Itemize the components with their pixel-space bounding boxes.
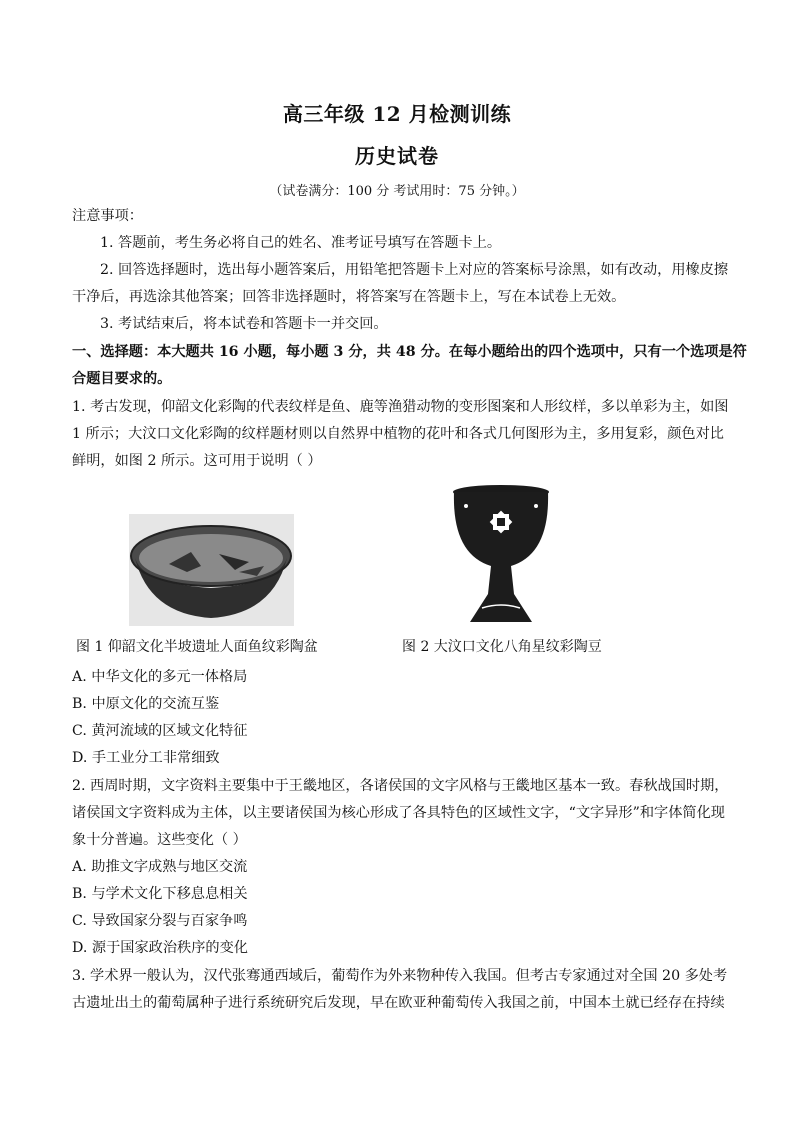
notice-item: 1. 答题前，考生务必将自己的姓名、准考证号填写在答题卡上。	[100, 235, 502, 251]
question-3-stem: 3. 学术界一般认为，汉代张骞通西域后，葡萄作为外来物种传入我国。但考古专家通过对全国 20 多处考	[72, 968, 728, 984]
question-1-stem: 鲜明，如图 2 所示。这可用于说明（ ）	[72, 453, 322, 469]
question-1-stem: 1. 考古发现，仰韶文化彩陶的代表纹样是鱼、鹿等渔猎动物的变形图案和人形纹样，多以单彩为主，如图	[72, 399, 729, 415]
question-2-option: C. 导致国家分裂与百家争鸣	[72, 913, 248, 929]
question-2-option: A. 助推文字成熟与地区交流	[72, 859, 248, 875]
question-1-option: B. 中原文化的交流互鉴	[72, 696, 220, 712]
notice-heading: 注意事项：	[72, 208, 143, 224]
notice-item: 干净后，再选涂其他答案；回答非选择题时，将答案写在答题卡上，写在本试卷上无效。	[72, 289, 626, 305]
question-2-option: D. 源于国家政治秩序的变化	[72, 940, 248, 956]
figure-1-caption: 图 1 仰韶文化半坡遗址人面鱼纹彩陶盆	[76, 639, 318, 655]
exam-title: 高三年级 12 月检测训练	[282, 102, 512, 126]
question-1-stem: 1 所示；大汶口文化彩陶的纹样题材则以自然界中植物的花叶和各式几何图形为主，多用复彩，颜色对比	[72, 426, 724, 442]
question-2-stem: 象十分普遍。这些变化（ ）	[72, 832, 247, 848]
question-1-option: A. 中华文化的多元一体格局	[72, 669, 248, 685]
question-2-stem: 2. 西周时期，文字资料主要集中于王畿地区，各诸侯国的文字风格与王畿地区基本一致。春秋战国时期，	[72, 778, 729, 794]
exam-info: （试卷满分：100 分 考试用时：75 分钟。）	[269, 184, 525, 199]
figure-2-caption: 图 2 大汶口文化八角星纹彩陶豆	[402, 639, 602, 655]
section-heading: 一、选择题：本大题共 16 小题，每小题 3 分，共 48 分。在每小题给出的四个选项中，只有一个选项是符	[72, 344, 747, 360]
figure-2-pottery-cup-image	[436, 484, 566, 626]
question-2-option: B. 与学术文化下移息息相关	[72, 886, 248, 902]
question-1-option: C. 黄河流域的区域文化特征	[72, 723, 248, 739]
question-3-stem: 古遗址出土的葡萄属种子进行系统研究后发现，早在欧亚种葡萄传入我国之前，中国本土就已经存在持续	[72, 995, 725, 1011]
subject-title: 历史试卷	[355, 144, 439, 168]
question-2-stem: 诸侯国文字资料成为主体，以主要诸侯国为核心形成了各具特色的区域性文字，“文字异形”和字体简化现	[72, 805, 725, 821]
figure-1-pottery-basin-image	[129, 514, 294, 626]
notice-item: 2. 回答选择题时，选出每小题答案后，用铅笔把答题卡上对应的答案标号涂黑，如有改动，用橡皮擦	[100, 262, 729, 278]
section-heading: 合题目要求的。	[72, 371, 172, 387]
question-1-option: D. 手工业分工非常细致	[72, 750, 220, 766]
notice-item: 3. 考试结束后，将本试卷和答题卡一并交回。	[100, 316, 388, 332]
